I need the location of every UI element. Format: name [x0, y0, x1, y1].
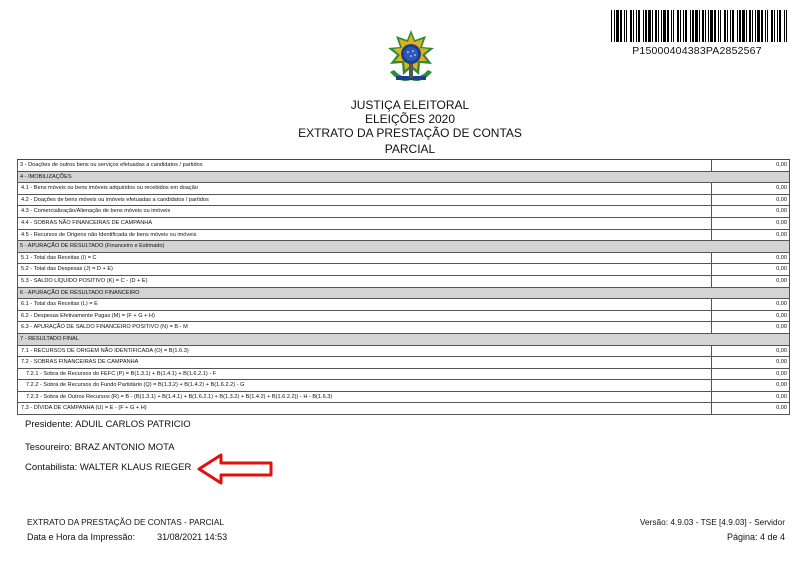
extrato-table [17, 159, 790, 415]
row-value: 0,00 [776, 196, 787, 203]
barcode-bar [708, 10, 709, 42]
barcode-bar [667, 10, 669, 42]
table-row [17, 160, 790, 172]
barcode-bar [645, 10, 647, 42]
row-label: 6.2 - Despesas Efetivamente Pagas (M) = (F + G + H) [21, 312, 155, 319]
barcode-bar [730, 10, 731, 42]
row-label: 4.2 - Doações de bens móveis ou imóveis efetuadas a candidatos / partidos [21, 196, 209, 203]
barcode-bar [724, 10, 726, 42]
row-value: 0,00 [776, 185, 787, 192]
barcode-bar [774, 10, 775, 42]
table-row [17, 357, 790, 369]
barcode-bar [757, 10, 760, 42]
barcode-bar [702, 10, 704, 42]
row-value: 0,00 [776, 208, 787, 215]
table-row [17, 369, 790, 381]
table-row [17, 392, 790, 404]
barcode-bar [661, 10, 662, 42]
heading-eleicoes: ELEIÇÕES 2020 [364, 112, 456, 126]
barcode-bar [658, 10, 659, 42]
row-value-cell [711, 346, 789, 357]
table-section-header [17, 241, 790, 253]
row-label: 4.4 - SOBRAS NÃO FINANCEIRAS DE CAMPANHA [21, 219, 153, 226]
table-row [17, 311, 790, 323]
barcode-bar [636, 10, 637, 42]
barcode-bar [643, 10, 644, 42]
barcode-bar [742, 10, 745, 42]
table-row [17, 299, 790, 311]
table-row [17, 380, 790, 392]
barcode-number: P15000404383PA2852567 [632, 45, 762, 57]
row-label: 7.2.1 - Sobra de Recursos do FEFC (P) = B(1.3.1) + B(1.4.1) + B(1.6.2.1) - F [26, 370, 217, 377]
barcode-bar [714, 10, 716, 42]
table-row [17, 276, 790, 288]
row-value-cell [711, 403, 789, 414]
barcode-bar [663, 10, 666, 42]
footer-document-name: EXTRATO DA PRESTAÇÃO DE CONTAS - PARCIAL [27, 517, 225, 527]
row-label: 5 - APURAÇÃO DE RESULTADO (Financeiro e Estimado) [20, 243, 165, 250]
barcode-bar [677, 10, 679, 42]
row-value: 0,00 [776, 266, 787, 273]
row-value: 0,00 [776, 219, 787, 226]
row-value-cell [711, 369, 789, 380]
barcode-bar [732, 10, 734, 42]
row-value: 0,00 [776, 382, 787, 389]
barcode-bar [779, 10, 781, 42]
row-value-cell [711, 230, 789, 241]
row-label: 7.2 - SOBRAS FINANCEIRAS DE CAMPANHA [21, 359, 139, 366]
row-label: 6.3 - APURAÇÃO DE SALDO FINANCEIRO POSITIVO (N) = B - M [21, 324, 188, 331]
barcode-bar [683, 10, 684, 42]
barcode-bar [767, 10, 768, 42]
row-value: 0,00 [776, 254, 787, 261]
barcode-bar [692, 10, 694, 42]
barcode-bar [624, 10, 625, 42]
row-value-cell [711, 322, 789, 333]
row-value-cell [711, 380, 789, 391]
row-value: 0,00 [776, 301, 787, 308]
row-label: 4.3 - Comercialização/Alienação de bens móveis ou imóveis [21, 208, 171, 215]
table-row [17, 230, 790, 242]
barcode-bar [655, 10, 657, 42]
table-row [17, 195, 790, 207]
print-date: 31/08/2021 14:53 [157, 532, 228, 542]
table-row [17, 264, 790, 276]
barcode-bar [784, 10, 785, 42]
row-label: 6.1 - Total das Receitas (L) = E [21, 301, 98, 308]
barcode-bar [777, 10, 778, 42]
barcode-bar [718, 10, 719, 42]
barcode-bar [746, 10, 747, 42]
barcode-bar [673, 10, 674, 42]
table-row [17, 253, 790, 265]
row-value: 0,00 [776, 359, 787, 366]
barcode-bar [695, 10, 698, 42]
table-section-header [17, 172, 790, 184]
row-value-cell [711, 299, 789, 310]
table-section-header [17, 288, 790, 300]
barcode-bar [739, 10, 741, 42]
row-value: 0,00 [776, 324, 787, 331]
barcode-bar [749, 10, 751, 42]
barcode-bar [630, 10, 632, 42]
row-value-cell [711, 183, 789, 194]
row-label: 5.2 - Total das Despesas (J) = D + E) [21, 266, 113, 273]
heading-justica-eleitoral: JUSTIÇA ELEITORAL [350, 98, 470, 112]
row-label: 7.1 - RECURSOS DE ORIGEM NÃO IDENTIFICADA (O) = B(1.6.3) [21, 347, 189, 354]
row-value: 0,00 [776, 312, 787, 319]
footer-version: Versão: 4.9.03 - TSE [4.9.03] - Servidor [639, 517, 785, 527]
row-value: 0,00 [776, 393, 787, 400]
presidente-name: Presidente: ADUIL CARLOS PATRICIO [25, 419, 191, 430]
barcode-bar [710, 10, 713, 42]
barcode-bar [761, 10, 763, 42]
barcode-bar [737, 10, 738, 42]
row-label: 7 - RESULTADO FINAL [20, 335, 79, 342]
row-label: 5.1 - Total das Receitas (I) = C [21, 254, 97, 261]
heading-parcial: PARCIAL [384, 142, 436, 156]
table-row [17, 183, 790, 195]
barcode-bar [638, 10, 640, 42]
barcode-bar [771, 10, 773, 42]
row-value-cell [711, 276, 789, 287]
table-row [17, 403, 790, 415]
barcode-bar [633, 10, 634, 42]
barcode-bar [671, 10, 672, 42]
row-label: 4 - IMOBILIZAÇÕES [20, 173, 72, 180]
barcode-bar [720, 10, 721, 42]
row-value-cell [711, 218, 789, 229]
barcode-bar [765, 10, 766, 42]
row-value-cell [711, 264, 789, 275]
barcode-bar [752, 10, 753, 42]
row-label: 5.3 - SALDO LÍQUIDO POSITIVO (K) = C - (D + E) [21, 277, 148, 284]
row-value-cell [711, 392, 789, 403]
row-label: 7.2.2 - Sobra de Recursos do Fundo Partidário (Q) = B(1.3.2) + B(1.4.2) + B(1.6.2.2) - G [26, 382, 245, 389]
table-row [17, 206, 790, 218]
table-row [17, 346, 790, 358]
row-value: 0,00 [776, 405, 787, 412]
row-label: 4.1 - Bens móveis ou bens imóveis adquiridos ou recebidos em doação [21, 185, 198, 192]
brazil-coat-of-arms-icon [382, 28, 440, 88]
contabilista-name: Contabilista: WALTER KLAUS RIEGER [25, 462, 192, 473]
heading-extrato: EXTRATO DA PRESTAÇÃO DE CONTAS [298, 126, 522, 140]
table-row [17, 322, 790, 334]
row-value: 0,00 [776, 277, 787, 284]
barcode-bar [616, 10, 619, 42]
barcode-bar [786, 10, 787, 42]
footer-page-number: Página: 4 de 4 [726, 532, 785, 542]
row-value-cell [711, 311, 789, 322]
row-value: 0,00 [776, 370, 787, 377]
barcode-bar [626, 10, 627, 42]
barcode-bar [614, 10, 615, 42]
red-arrow-icon [197, 452, 275, 486]
row-label: 6 - APURAÇÃO DE RESULTADO FINANCEIRO [20, 289, 140, 296]
barcode-bar [648, 10, 651, 42]
barcode-bar [652, 10, 653, 42]
row-value-cell [711, 206, 789, 217]
row-value: 0,00 [776, 231, 787, 238]
row-label: 4.5 - Recursos de Origens não Identificada de bens móveis ou imóveis [21, 231, 197, 238]
table-section-header [17, 334, 790, 346]
barcode-bar [755, 10, 756, 42]
barcode-bar [611, 10, 612, 42]
row-value-cell [711, 160, 789, 171]
row-label: 3 - Doações de outros bens ou serviços efetuadas a candidatos / partidos [20, 162, 203, 168]
barcode [611, 10, 787, 42]
row-value: 0,00 [776, 162, 787, 168]
barcode-bar [680, 10, 681, 42]
row-value-cell [711, 195, 789, 206]
print-label: Data e Hora da Impressão: [27, 532, 136, 542]
row-value: 0,00 [776, 347, 787, 354]
row-value-cell [711, 357, 789, 368]
barcode-bar [727, 10, 728, 42]
row-label: 7.2.3 - Sobra de Outros Recursos (R) = B - (B(1.3.1) + B(1.4.1) + B(1.6.2.1) + B(1.3.2) + B(1.4.2) + B(1.6.2.2)) - H - B(1.6.3) [26, 393, 333, 400]
barcode-bar [705, 10, 706, 42]
barcode-bar [685, 10, 687, 42]
table-row [17, 218, 790, 230]
tesoureiro-name: Tesoureiro: BRAZ ANTONIO MOTA [25, 442, 175, 453]
row-value-cell [711, 253, 789, 264]
barcode-bar [690, 10, 691, 42]
row-label: 7.3 - DÍVIDA DE CAMPANHA (U) = E - (F + G + H) [21, 405, 147, 412]
footer-print-datetime [27, 532, 227, 542]
barcode-bar [620, 10, 622, 42]
barcode-bar [699, 10, 700, 42]
